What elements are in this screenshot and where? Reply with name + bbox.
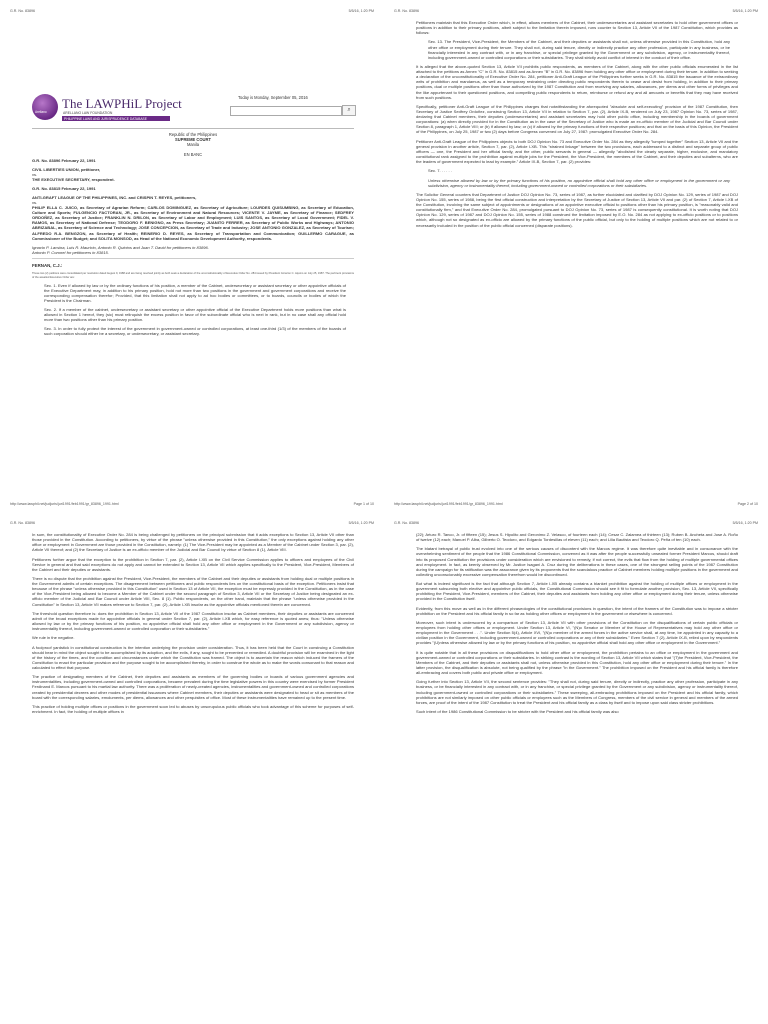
decision-body [32, 532, 354, 718]
page-header [392, 520, 760, 528]
paragraph: Evidently, from this move as well as in the different phraseologies of the constitutional provisions in question, the intent of the framers of the Constitution was to impose a stricter prohibition on the President and his official family in so far as holding other offices or employment in the government or elsewhere is concerned. [416, 605, 738, 616]
paragraph: The threshold question therefore is: does the prohibition in Section 13, Article VII of the 1987 Constitution insofar as Cabinet members, their deputies or assistants are concerned admit of the broad exceptions made for appointive officials in general under Section 7, par. (2), Article I-XB which, for easy reference is quoted anew, thus: "Unless otherwise allowed by law or by the primary functions of his position, no appointive official shall hold any other office or employment in the Government or any subdivision, agency or instrumentality thereof, including government-owned or controlled corporation or their subsidiaries." [32, 610, 354, 632]
court-heading [32, 132, 354, 157]
page-header [8, 520, 376, 528]
paragraph: This practice of holding multiple offices or positions in the government soon led to abuses by unscrupulous public officials who took advantage of this scheme for purposes of self-enrichment. In fact, the holding of multiple offices in [32, 703, 354, 715]
decision-body [32, 158, 354, 340]
section-1: Sec. 1. Even if allowed by law or by the ordinary functions of his position, a member of the Cabinet, undersecretary or assistant secretary or other appointive officials of the Executive Department may, in addition to his primary position, hold not more than two positions in the government and government corporations and receive the corresponding compensation therefor; Provided, that this limitation shall not apply to ad hoc bodies or committees, or to boards, councils or bodies of which the President is the Chairman. [44, 282, 346, 304]
header-case: G.R. No. 83896 [394, 9, 419, 13]
paragraph: It is alleged that the above-quoted Section 13, Article VII prohibits public respondents, as members of the Cabinet, along with the other public officials enumerated in the list attached to the petitions as Annex "C" in G.R. No. 83815 and as Annex "B" in G.R. No. 83896 from holding any other office or employment during their tenure. In addition to seeking a declaration of the unconstitutionality of Executive Order No. 284, petitioner Anti-Graft League of the Philippines further seeks in G.R. No. 83815 the issuance of the extraordinary writs of prohibition and mandamus, as well as a temporary restraining order directing public respondents therein to cease and desist from holding, in addition to their primary positions, dual or multiple positions other than those authorized by the 1987 Constitution and from receiving any salaries, allowances, per diems and other forms of privileges and the like appurtenant to their questioned positions, and compelling public respondents to return, reimburse or refund any and all amounts or benefits that they may have received from such positions. [416, 64, 738, 100]
paragraph: It is quite notable that in all these provisions on disqualifications to hold other office or employment, the prohibition pertains to an office or employment in the government and government-owned or controlled corporations or their subsidiaries. In striking contrast is the wording of Section 13, Article VII which states that "(T)he President, Vice-President, the Members of the Cabinet, and their deputies or assistants shall not, unless otherwise provided in this Constitution, hold any other office or employment during their tenure." In the latter provision, the disqualification is absolute, not being qualified by the phrase "in the Government." The prohibition imposed on the President and his official family is therefore all-embracing and covers both public and private office or employment. [416, 649, 738, 676]
header-datetime: 5/5/16, 1:20 PM [732, 521, 758, 525]
paragraph: Specifically, petitioner Anti-Graft League of the Philippines charges that notwithstanding the aforequoted "absolute and self-executing" provision of the 1987 Constitution, then Secretary of Justice Sedfrey Ordoñez, construing Section 13, Article VII in relation to Section 7, par. (2), Article IX-B, rendered on July 23, 1987 Opinion No. 73, series of 1987, declaring that Cabinet members, their deputies (undersecretaries) and assistant secretaries may hold other public office, including membership in the boards of government corporations: (a) when directly provided for in the Constitution as in the case of the Secretary of Justice who is made an ex-officio member of the Judicial and Bar Council under Section 8, paragraph 1, Article VIII; or (b) if allowed by law; or (c) if allowed by the primary functions of their respective positions; and that on the basis of this Opinion, the President of the Philippines, on July 25, 1987 or two (2) days before Congress convened on July 27, 1987: promulgated Executive Order No. 284. [416, 103, 738, 135]
paragraph: A foolproof yardstick in constitutional construction is the intention underlying the provision under consideration. Thus, it has been held that the Court in construing a Constitution should bear in mind the object sought to be accomplished by its adoption, and the evils, if any, sought to be prevented or remedied. A doubtful provision will be examined in the light of the history of the times, and the condition and circumstances under which the Constitution was framed. The object is to ascertain the reason which induced the framers of the Constitution to enact the particular provision and the purpose sought to be accomplished thereby, in order to construe the whole as to make the words consonant to that reason and calculated to effect that purpose. [32, 644, 354, 670]
court-name: SUPREME COURT [175, 137, 211, 143]
footer-page-number: Page 1 of 10 [353, 502, 374, 506]
search-input[interactable] [230, 106, 342, 116]
gr-number-2: G.R. No. 83815 February 22, 1991 [32, 185, 96, 191]
quoted-section-7: Sec. 7. . . . . . [428, 168, 452, 174]
header-case: G.R. No. 83896 [394, 521, 419, 525]
header-case: G.R. No. 83896 [10, 521, 35, 525]
document-page-4 [392, 520, 760, 1020]
document-page-2 [392, 8, 760, 508]
header-datetime: 5/5/16, 1:20 PM [348, 9, 374, 13]
search-button[interactable] [342, 105, 356, 116]
paragraph: The Solicitor General counters that Department of Justice DOJ Opinion No. 73, series of 1987, as further elucidated and clarified by DOJ Opinion No. 129, series of 1987 and DOJ Opinion No. 155, series of 1988, being the first official construction and interpretation by the Secretary of Justice of Section 13, Article VII and par. (2) of Section 7, Article I-XB of the Constitution, involving the same subject of appointments or designations of an appointive executive official to positions other than his primary position, is "reasonably valid and constitutionally firm," and that Executive Order No. 284, promulgated pursuant to DOJ Opinion No. 73, series of 1987 is consequently constitutional. It is worth noting that DOJ Opinion No. 129, series of 1987 and DOJ Opinion No. 155, series of 1988 construed the limitation imposed by E.O. No. 284 as not applying to ex-officio positions or to positions which, although not so designated as ex-officio are allowed by the primary functions of the public official, but only to the holding of multiple positions which are not related to or necessarily included in the position of the public official concerned (disparate positions). [416, 191, 738, 228]
paragraph: The practice of designating members of the Cabinet, their deputies and assistants as members of the governing bodies or boards of various government agencies and instrumentalities, including government-owned and controlled corporations, became prevalent during the time legislative powers in this country were exercised by former President Ferdinand E. Marcos pursuant to his martial law authority. There was a proliferation of newly-created agencies, instrumentalities and government-owned and controlled corporations created by presidential decrees and other modes of presidential issuances where Cabinet members, their deputies or assistants were designated to head or sit as members of the board with the corresponding salaries, emoluments, per diems, allowances and other perquisites of office. Most of these instrumentalities have remained up to the present time. [32, 674, 354, 700]
petitioner-2: ANTI-GRAFT LEAGUE OF THE PHILIPPINES, INC. and CRISPIN T. REYES, petitioners, [32, 194, 197, 200]
decision-body [416, 532, 738, 718]
ruling: We rule in the negative. [32, 635, 75, 641]
page-header [8, 8, 376, 16]
site-tagline-bar: PHILIPPINE LAWS AND JURISPRUDENCE DATABASE [62, 116, 170, 121]
paragraph: (22); Arturo R. Tanco, Jr. of fifteen (15); Jesus S. Hipolito and Geronimo Z. Velasco, of fourteen each (14); Cesar C. Zalamea of thirteen (13); Ruben B. Ancheta and Jose A. Roño of twelve (12) each; Manuel P. Alba, Gilberto O. Teodoro, and Edgardo Tordesillas of eleven (11) each; and Lilia Bautista and Teodoro Q. Peña of ten (10) each. [416, 532, 738, 543]
page-footer [8, 500, 376, 508]
intro-paragraph: These two (2) petitions were consolidated per resolution dated August 9, 1988 and are being resolved jointly as both seek a declaration of the unconstitutionality of Executive Order No. 284 issued by President Corazon C. Aquino on July 25, 1987. The pertinent provisions of the assailed Executive Order are: [32, 272, 354, 279]
paragraph: Petitioner Anti-Graft League of the Philippines objects to both DOJ Opinion No. 73 and Executive Order No. 284 as they allegedly "lumped together" Section 13, Article VII and the general provision in another article, Section 7, par. (2), Article I-XB. This "strained linkage" between the two provisions, each addressed to a distinct and separate group of public officers — one, the President and her official family, and the other, public servants in general — allegedly "abolished the clearly separate, higher, exclusive, and mandatory constitutional rank assigned to the prohibition against multiple jobs for the President, the Vice-President, the members of the Cabinet, and their deputies and subalterns, who are the leaders of government expected to lead by example." Article IX-B, Section 7, par. (2) provides: [416, 138, 738, 164]
court-city: Manila [186, 142, 200, 148]
header-case: G.R. No. 83896 [10, 9, 35, 13]
paragraph: But what is indeed significant is the fact that although Section 7, Article I-XB already contains a blanket prohibition against the holding of multiple offices or employment in the government subsuming both elective and appointive public officials, the Constitutional Commission should see it fit to formulate another provision, Sec. 13, Article VII, specifically prohibiting the President, Vice-President, members of the Cabinet, their deputies and assistants from holding any other office or employment during their tenure, unless otherwise provided in the Constitution itself. [416, 581, 738, 602]
search-icon: ⌕ [347, 107, 351, 113]
paragraph: The blatant betrayal of public trust evolved into one of the serious causes of discontent with the Marcos regime. It was therefore quite inevitable and in consonance with the overwhelming sentiment of the people that the 1986 Constitutional Commission, convened as it was after the people successfully unseated former President Marcos, should draft into its proposed Constitution the provisions under consideration which are envisioned to remedy, if not correct, the evils that flow from the holding of multiple governmental offices and employment. In fact, as keenly observed by Mr. Justice Isagani A. Cruz during the deliberations in these cases, one of the strongest selling points of the 1987 Constitution during the campaign for its ratification was the assurance given by its proponents that the scandalous practice of Cabinet members holding multiple positions in the government and collecting unconscionably excessive compensation therefrom would be discontinued. [416, 546, 738, 577]
quoted-section-7-text: Unless otherwise allowed by law or by the primary functions of his position, no appointive official shall hold any other office or employment in the government or any subdivision, agency or instrumentality thereof, including government-owned or controlled corporations or their subsidiaries. [428, 177, 730, 188]
respondents-2: PHILIP ELLA C. JUICO, as Secretary of Agrarian Reform; CARLOS DOMINGUEZ, as Secretary of Agriculture; LOURDES QUISUMBING, as Secretary of Education, Culture and Sports; FULGENCIO FACTORAN, JR., as Secretary of Environment and Natural Resources; VICENTE V. JAYME, as Secretary of Finance; SEDFREY ORDOÑEZ, as Secretary of Justice; FRANKLIN N. DRILON, as Secretary of Labor and Employment; LUIS SANTOS, as Secretary of Local Government; FIDEL V. RAMOS, as Secretary of National Defense; TEODORO F. BENIGNO, as Press Secretary; JUANITO FERRER, as Secretary of Public Works and Highways; ANTONIO ABRIZABAL, as Secretary of Science and Technology; JOSE CONCEPCION, as Secretary of Trade and Industry; JOSE ANTONIO GONZALEZ, as Secretary of Tourism; ALFREDO R.A. BENGZON, as Secretary of Health; REINERIO D. REYES, as Secretary of Transportation and Communication; GUILLERMO CARAGUE, as Commissioner of the Budget; and SOLITA MONSOD, as Head of the National Economic Development Authority, respondents. [32, 205, 354, 241]
arellano-seal-icon: Arellano [32, 94, 58, 120]
republic: Republic of the Philippines [168, 132, 218, 137]
header-datetime: 5/5/16, 1:20 PM [732, 9, 758, 13]
paragraph: Petitioners further argue that the exception to the prohibition in Section 7, par. (2), Article I-XB on the Civil Service Commission applies to officers and employees of the Civil Service in general and that said exceptions do not apply and cannot be extended to Section 13, Article VII which applies specifically to the President, Vice-President, Members of the Cabinet and their deputies or assistants. [32, 556, 354, 572]
paragraph: In sum, the constitutionality of Executive Order No. 284 is being challenged by petitioners on the principal submission that it adds exceptions to Section 13, Article VII other than those provided in the Constitution. According to petitioners, by virtue of the phrase "unless otherwise provided in this Constitution," the only exceptions against holding any other office or employment in Government are those provided in the Constitution, namely: (1) The Vice-President may be appointed as a Member of the Cabinet under Section 3, par. (2), Article VII thereof; and (2) the Secretary of Justice is an ex-officio member of the Judicial and Bar Council by virtue of Section 8 (1), Article VIII. [32, 532, 354, 553]
header-divider [32, 128, 354, 129]
paragraph: Going further into Section 13, Article VII, the second sentence provides: "They shall not, during said tenure, directly or indirectly, practice any other profession, participate in any business, or be financially interested in any contract with, or in any franchise, or special privilege granted by the Government or any subdivision, agency or instrumentality thereof, including government-owned or controlled corporations or their subsidiaries." These sweeping, all-embracing prohibitions imposed on the President and his official family, which prohibitions are not similarly imposed on other public officials or employees such as the Members of Congress, members of the civil service in general and members of the armed forces, are proof of the intent of the 1987 Constitution to treat the President and his official family as a class by itself and to impose upon said class stricter prohibitions. [416, 679, 738, 705]
site-subtitle: ARELLANO LAW FOUNDATION [63, 111, 113, 115]
document-page-1 [8, 8, 376, 508]
respondent-1: THE EXECUTIVE SECRETARY, respondent. [32, 177, 115, 183]
counsel-2: Antonio P. Coronel for petitioners in 83815. [32, 249, 109, 255]
section-3: Sec. 3. In order to fully protect the interest of the government in government-owned or controlled corporations, at least one-third (1/3) of the members of the boards of such corporation should either be a secretary, or undersecretary, or assistant secretary. [44, 326, 346, 337]
banc: EN BANC [183, 151, 203, 157]
document-page-3 [8, 520, 376, 1020]
paragraph: There is no dispute that the prohibition against the President, Vice-President, the members of the Cabinet and their deputies or assistants from holding dual or multiple positions in the Government admits of certain exceptions. The disagreement between petitioners and public respondents lies on the constitutional basis of the exception. Petitioners insist that because of the phrase "unless otherwise provided in this Constitution" used in Section 13 of Article VII, the exception must be expressly provided in the Constitution, as in the case of the Vice-President being allowed to become a Member of the Cabinet under the second paragraph of Section 3, Article VII or the Secretary of Justice being designated an ex-officio member of the Judicial and Bar Council under Article VIII, Sec. 8 (1). Public respondents, on the other hand, maintain that the phrase "unless otherwise provided in the Constitution" in Section 13, Article VII makes reference to Section 7, par. (2), Article I-XB insofar as the appointive officials mentioned therein are concerned. [32, 576, 354, 607]
counsel-1: Ignacio P. Lacsina, Luis R. Mauricio, Antonio R. Quintos and Juan T. David for petitioners in 83896. [32, 244, 209, 250]
decision-body [416, 20, 738, 232]
site-title: The LAWPHiL Project [62, 96, 182, 111]
header-datetime: 5/5/16, 1:20 PM [348, 521, 374, 525]
paragraph: Petitioners maintain that this Executive Order which, in effect, allows members of the Cabinet, their undersecretaries and assistant secretaries to hold other government offices or positions in addition to their primary positions, albeit subject to the limitation therein imposed, runs counter to Section 13, Article VII of the 1987 Constitution, which provides as follows: [416, 20, 738, 36]
paragraph: Moreover, such intent is underscored by a comparison of Section 13, Article VII with other provisions of the Constitution on the disqualifications of certain public officials or employees from holding other offices or employment. Under Section 13, Article VI, "(N)o Senator or Member of the House of Representatives may hold any other office or employment in the Government . . .". Under Section 5(4), Article XVI, "(N)o member of the armed forces in the active service shall, at any time, be appointed in any capacity to a civilian position in the Government, including government-owned or controlled corporations or any of their subsidiaries." Even Section 7 (2), Article IX-B, relied upon by respondents provides "(U)nless otherwise allowed by law or by the primary functions of his position, no appointive official shall hold any other office or employment in the Government." [416, 620, 738, 646]
footer-url[interactable]: http://www.lawphil.net/judjuris/juri1991/feb1991/gr_83896_1991.html [394, 502, 503, 506]
section-divider [32, 258, 354, 259]
versus-2: vs. [32, 199, 38, 205]
paragraph: Such intent of the 1986 Constitutional Commission to be stricter with the President and his official family was also [416, 709, 619, 715]
versus-1: vs. [32, 171, 38, 177]
page-footer [392, 500, 760, 508]
lawphil-logo[interactable] [32, 92, 182, 124]
petitioner-1: CIVIL LIBERTIES UNION, petitioner, [32, 166, 101, 172]
ponente: FERNAN, C.J.: [32, 263, 63, 269]
page-header [392, 8, 760, 16]
footer-page-number: Page 2 of 10 [737, 502, 758, 506]
quoted-section-13: Sec. 13. The President, Vice-President, the Members of the Cabinet, and their deputies or assistants shall not, unless otherwise provided in this Constitution, hold any other office or employment during their tenure. They shall not, during said tenure, directly or indirectly practice any other profession, participate in any business, or be financially interested in any contract with, or in any franchise, or special privilege granted by the Government or any subdivision, agency, or instrumentality thereof, including government-owned or controlled corporations or their subsidiaries. They shall strictly avoid conflict of interest in the conduct of their office. [428, 39, 730, 60]
footer-url[interactable]: http://www.lawphil.net/judjuris/juri1991/feb1991/gr_83896_1991.html [10, 502, 119, 506]
today-date: Today is Monday, September 05, 2016 [238, 95, 308, 100]
section-2: Sec. 2. If a member of the cabinet, undersecretary or assistant secretary or other appointive official of the Executive Department holds more positions than what is allowed in Section 1 hereof, they (sic) must relinquish the excess position in favor of the subordinate official who is next in rank, but in no case shall any official hold more than two positions other than his primary position. [44, 306, 346, 323]
gr-number-1: G.R. No. 83896 February 22, 1991 [32, 158, 96, 163]
